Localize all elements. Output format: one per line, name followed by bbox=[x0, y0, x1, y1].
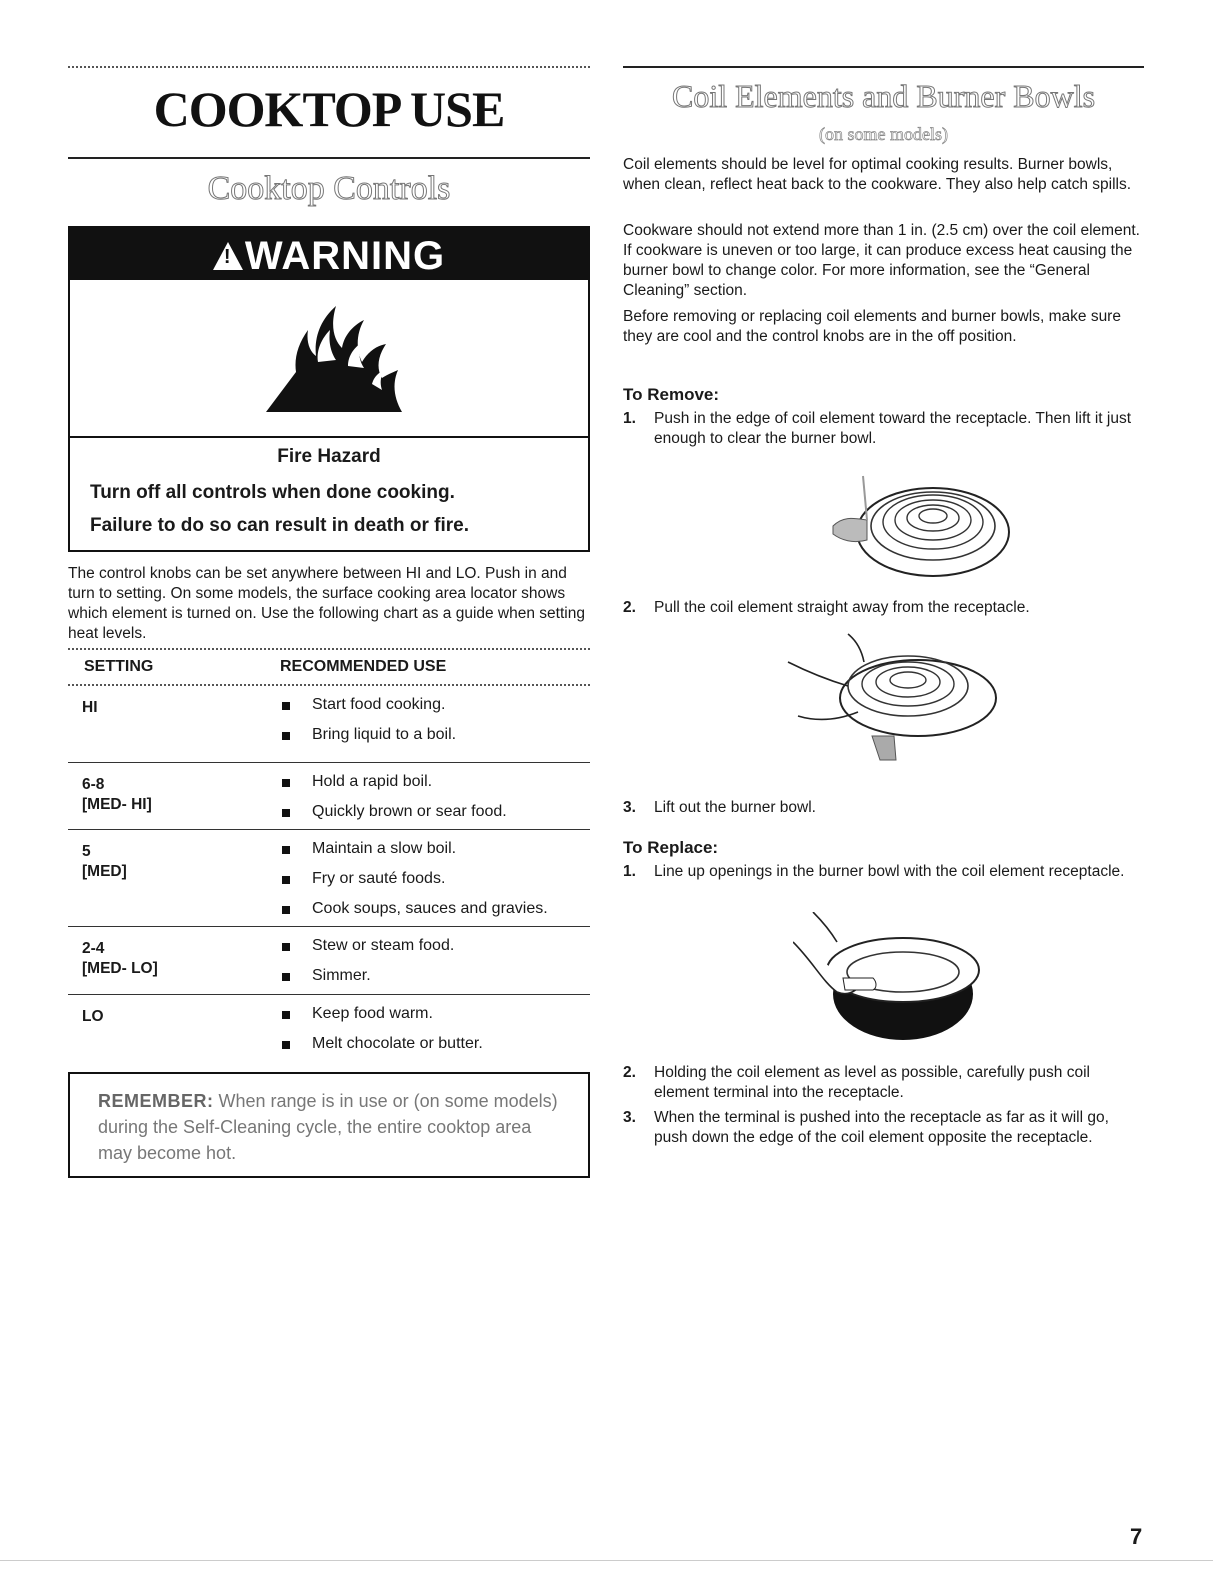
to-replace-heading: To Replace: bbox=[623, 838, 719, 857]
setting-value: LO bbox=[82, 1008, 104, 1025]
bullet-icon bbox=[282, 1041, 290, 1049]
bullet-icon bbox=[282, 846, 290, 854]
paragraph-2: Cookware should not extend more than 1 in. (2.5 cm) over the coil element. If cookware is uneven or too large, it can produce excess heat causing the burner bowl to change color. For more information, see the “General Cleaning” section. bbox=[623, 222, 1140, 299]
bullet-icon bbox=[282, 943, 290, 951]
warning-image-area bbox=[70, 280, 588, 438]
table-header bbox=[68, 650, 590, 684]
bullet-icon bbox=[282, 732, 290, 740]
table-row: 6-8 [MED- HI] Hold a rapid boil. Quickly brown or sear food. bbox=[68, 763, 590, 830]
table-row: HI Start food cooking. Bring liquid to a boil. bbox=[68, 686, 590, 763]
bottom-rule bbox=[0, 1560, 1213, 1561]
setting-value: HI bbox=[82, 699, 98, 716]
section-rule-left bbox=[68, 157, 590, 159]
section-title-cooktop-controls: Cooktop Controls bbox=[207, 170, 451, 207]
bullet-icon bbox=[282, 809, 290, 817]
table-row: 2-4 [MED- LO] Stew or steam food. Simmer. bbox=[68, 927, 590, 995]
warning-hazard-title: Fire Hazard bbox=[277, 446, 381, 467]
warning-label: WARNING bbox=[244, 234, 446, 278]
bullet-icon bbox=[282, 702, 290, 710]
fire-icon bbox=[256, 300, 406, 418]
table-row: LO Keep food warm. Melt chocolate or butter. bbox=[82, 1005, 483, 1052]
bullet-icon bbox=[282, 1011, 290, 1019]
setting-value: 2-4 [MED- LO] bbox=[82, 940, 158, 977]
paragraph-1: Coil elements should be level for optimal cooking results. Burner bowls, when clean, reflect heat back to the cookware. They also help catch spills. bbox=[623, 156, 1132, 193]
section-title-coil-elements: Coil Elements and Burner Bowls bbox=[671, 78, 1096, 114]
bullet-icon bbox=[282, 906, 290, 914]
header-setting: SETTING bbox=[84, 658, 154, 675]
remember-body: When range is in use or (on some models) during the Self-Cleaning cycle, the entire cooktop area may become hot. bbox=[98, 1091, 558, 1163]
remember-label: REMEMBER: bbox=[98, 1091, 214, 1111]
header-recommended-use: RECOMMENDED USE bbox=[280, 658, 447, 675]
remember-text bbox=[98, 1088, 568, 1166]
table-row: 5 [MED] Maintain a slow boil. Fry or sauté foods. Cook soups, sauces and gravies. bbox=[68, 830, 590, 927]
warning-box bbox=[68, 226, 590, 552]
remember-box bbox=[68, 1072, 590, 1178]
bullet-icon bbox=[282, 779, 290, 787]
paragraph-3: Before removing or replacing coil elements and burner bowls, make sure they are cool and the control knobs are in the off position. bbox=[623, 308, 1121, 345]
warning-line-2: Failure to do so can result in death or fire. bbox=[90, 515, 470, 536]
bullet-icon bbox=[282, 973, 290, 981]
controls-intro-text: The control knobs can be set anywhere between HI and LO. Push in and turn to setting. On some models, the surface cooking area locator shows which element is turned on. Use the following chart as a guide when setting heat levels. bbox=[68, 565, 585, 642]
burner-bowl-illustration bbox=[793, 912, 983, 1052]
setting-value: 5 [MED] bbox=[82, 843, 127, 880]
coil-pull-illustration bbox=[768, 632, 1008, 772]
coil-lift-illustration bbox=[823, 466, 1013, 586]
section-subtitle: (on some models) bbox=[819, 124, 948, 144]
warning-triangle-icon bbox=[213, 242, 243, 270]
warning-header bbox=[70, 228, 588, 280]
heat-settings-table bbox=[68, 648, 590, 1065]
section-rule-right bbox=[623, 66, 1144, 68]
page-title: COOKTOP USE bbox=[153, 81, 505, 137]
setting-value: 6-8 [MED- HI] bbox=[82, 776, 152, 813]
top-dotted-rule bbox=[68, 66, 590, 68]
page-number: 7 bbox=[1130, 1524, 1143, 1549]
warning-line-1: Turn off all controls when done cooking. bbox=[90, 482, 455, 503]
bullet-icon bbox=[282, 876, 290, 884]
to-remove-heading: To Remove: bbox=[623, 385, 720, 404]
